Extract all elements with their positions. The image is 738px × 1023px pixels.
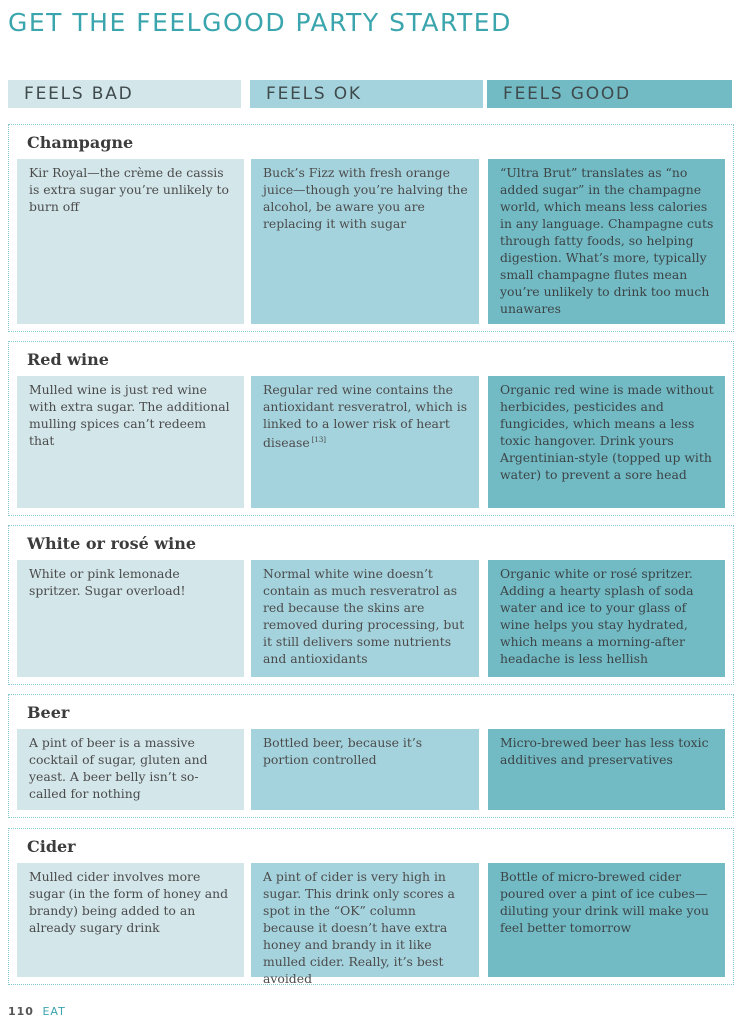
cell-feels-bad: A pint of beer is a massive cocktail of sugar, gluten and yeast. A beer belly isn’t so-called for nothing — [17, 729, 244, 810]
section-title: Red wine — [27, 350, 109, 369]
section-champagne — [8, 124, 734, 332]
cell-feels-ok — [251, 376, 479, 508]
column-header-feels-bad: FEELS BAD — [8, 80, 241, 108]
section-beer — [8, 694, 734, 818]
column-header-feels-ok: FEELS OK — [250, 80, 483, 108]
cell-feels-good: Organic white or rosé spritzer. Adding a hearty splash of soda water and ice to your glass of wine helps you stay hydrated, which means a morning-after headache is less hellish — [488, 560, 725, 677]
section-red-wine — [8, 341, 734, 516]
column-header-feels-good: FEELS GOOD — [487, 80, 732, 108]
cell-feels-bad: White or pink lemonade spritzer. Sugar overload! — [17, 560, 244, 677]
section-title: Cider — [27, 837, 76, 856]
cell-feels-bad: Mulled wine is just red wine with extra sugar. The additional mulling spices can’t redeem that — [17, 376, 244, 508]
page-number: 110 — [8, 1005, 34, 1018]
section-title: Champagne — [27, 133, 134, 152]
page-title: GET THE FEELGOOD PARTY STARTED — [8, 8, 512, 37]
cell-feels-good: Organic red wine is made without herbicides, pesticides and fungicides, which means a less toxic hangover. Drink yours Argentinian-style (topped up with water) to prevent a sore head — [488, 376, 725, 508]
page-footer — [8, 1005, 66, 1018]
cell-feels-bad: Mulled cider involves more sugar (in the form of honey and brandy) being added to an already sugary drink — [17, 863, 244, 977]
cell-feels-ok: Buck’s Fizz with fresh orange juice—though you’re halving the alcohol, be aware you are replacing it with sugar — [251, 159, 479, 324]
section-label: EAT — [42, 1005, 66, 1018]
cell-text: Regular red wine contains the antioxidant resveratrol, which is linked to a lower risk of heart disease — [263, 382, 468, 451]
cell-feels-bad: Kir Royal—the crème de cassis is extra sugar you’re unlikely to burn off — [17, 159, 244, 324]
cell-feels-good: Bottle of micro-brewed cider poured over a pint of ice cubes—diluting your drink will make you feel better tomorrow — [488, 863, 725, 977]
section-title: White or rosé wine — [27, 534, 197, 553]
reference-marker: [13] — [311, 436, 327, 444]
cell-feels-ok: Normal white wine doesn’t contain as much resveratrol as red because the skins are removed during processing, but it still delivers some nutrients and antioxidants — [251, 560, 479, 677]
column-headers — [8, 80, 732, 108]
cell-feels-ok: Bottled beer, because it’s portion controlled — [251, 729, 479, 810]
cell-feels-ok: A pint of cider is very high in sugar. This drink only scores a spot in the “OK” column because it doesn’t have extra honey and brandy in it like mulled cider. Really, it’s best avoided — [251, 863, 479, 977]
section-cider — [8, 828, 734, 985]
section-title: Beer — [27, 703, 70, 722]
cell-feels-good: Micro-brewed beer has less toxic additives and preservatives — [488, 729, 725, 810]
cell-feels-good: “Ultra Brut” translates as “no added sugar” in the champagne world, which means less calories in any language. Champagne cuts through fatty foods, so helping digestion. What’s more, typically small champagne flutes mean you’re unlikely to drink too much unawares — [488, 159, 725, 324]
section-white-or-rose-wine — [8, 525, 734, 685]
